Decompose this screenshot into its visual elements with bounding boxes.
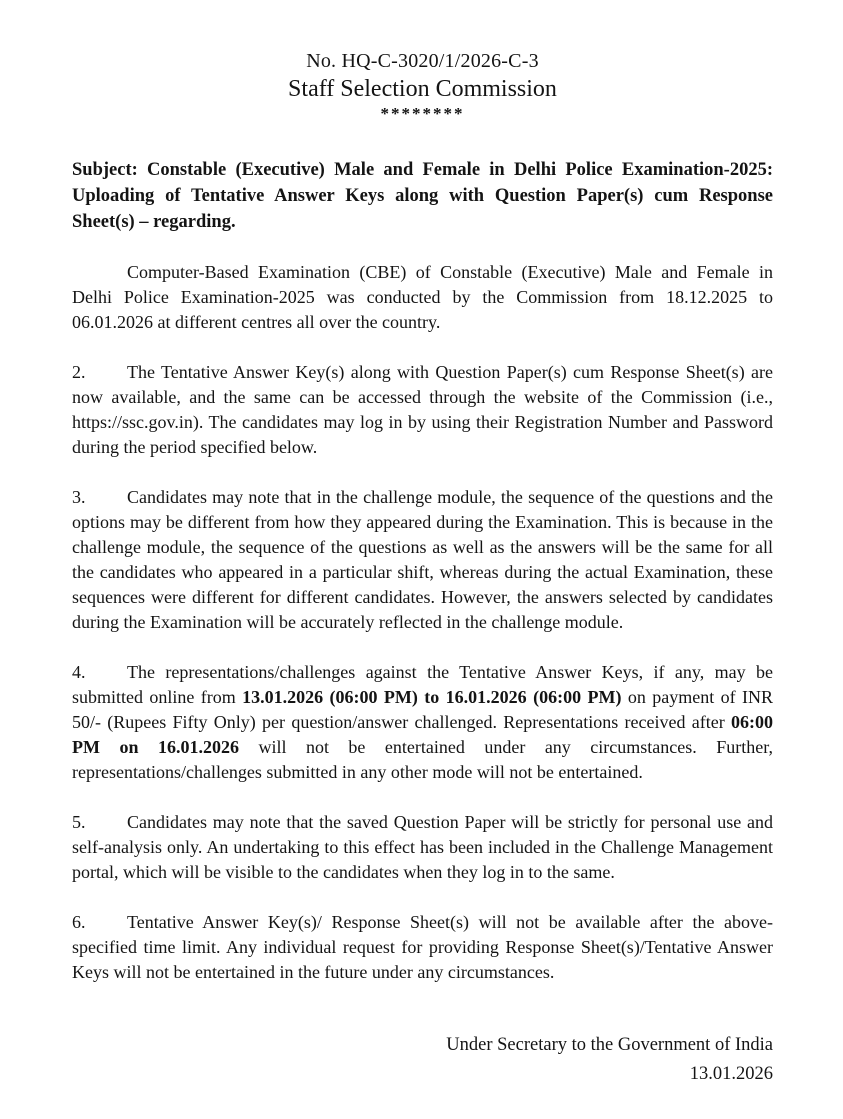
paragraph-text: Candidates may note that the saved Question Paper will be strictly for personal use and self-analysis only. An undertaking to this effect has been included in the Challenge Management portal, which will be visible to the candidates when they log in to the same. [72,812,773,882]
document-paragraph [72,660,773,785]
paragraph-number: 5. [72,812,86,832]
document-paragraph [72,910,773,985]
body-paragraphs [72,260,773,985]
paragraph-text: The representations/challenges against the Tentative Answer Keys, if any, may be submitted online from 13.01.2026 (06:00 PM) to 16.01.2026 (06:00 PM) on payment of INR 50/- (Rupees Fifty Only) per question/answer challenged. Representations received after 06:00 PM on 16.01.2026 will not be entertained under any circumstances. Further, representations/challenges submitted in any other mode will not be entertained. [72,662,773,782]
document-paragraph [72,360,773,460]
document-paragraph [72,485,773,635]
signature-date: 13.01.2026 [689,1064,773,1084]
separator-asterisks: ******** [380,104,465,123]
paragraph-number: 4. [72,662,86,682]
paragraph-text: Tentative Answer Key(s)/ Response Sheet(s) will not be available after the above-specified time limit. Any individual request for providing Response Sheet(s)/Tentative Answer Keys will not be entertained in the future under any circumstances. [72,912,773,982]
document-paragraph [72,810,773,885]
paragraph-text: Computer-Based Examination (CBE) of Constable (Executive) Male and Female in Delhi Police Examination-2025 was conducted by the Commission from 18.12.2025 to 06.01.2026 at different centres all over the country. [72,262,773,332]
signatory-designation: Under Secretary to the Government of India [446,1035,773,1055]
subject-line: Subject: Constable (Executive) Male and Female in Delhi Police Examination-2025: Uploading of Tentative Answer Keys along with Question Paper(s) cum Response Sheet(s) – regarding. [72,160,773,232]
paragraph-number: 3. [72,487,86,507]
paragraph-number: 6. [72,912,86,932]
reference-number: No. HQ-C-3020/1/2026-C-3 [306,50,539,72]
organization-name: Staff Selection Commission [288,76,557,102]
paragraph-text: Candidates may note that in the challenge module, the sequence of the questions and the options may be different from how they appeared during the Examination. This is because in the challenge module, the sequence of the questions as well as the answers will be the same for all the candidates who appeared in a particular shift, whereas during the actual Examination, these sequences were different for different candidates. However, the answers selected by candidates during the Examination will be accurately reflected in the challenge module. [72,487,773,632]
signature-block [72,1031,773,1089]
document-paragraph [72,260,773,335]
paragraph-number: 2. [72,362,86,382]
paragraph-text: The Tentative Answer Key(s) along with Question Paper(s) cum Response Sheet(s) are now available, and the same can be accessed through the website of the Commission (i.e., https://ssc.gov.in). The candidates may log in by using their Registration Number and Password during the period specified below. [72,362,773,457]
